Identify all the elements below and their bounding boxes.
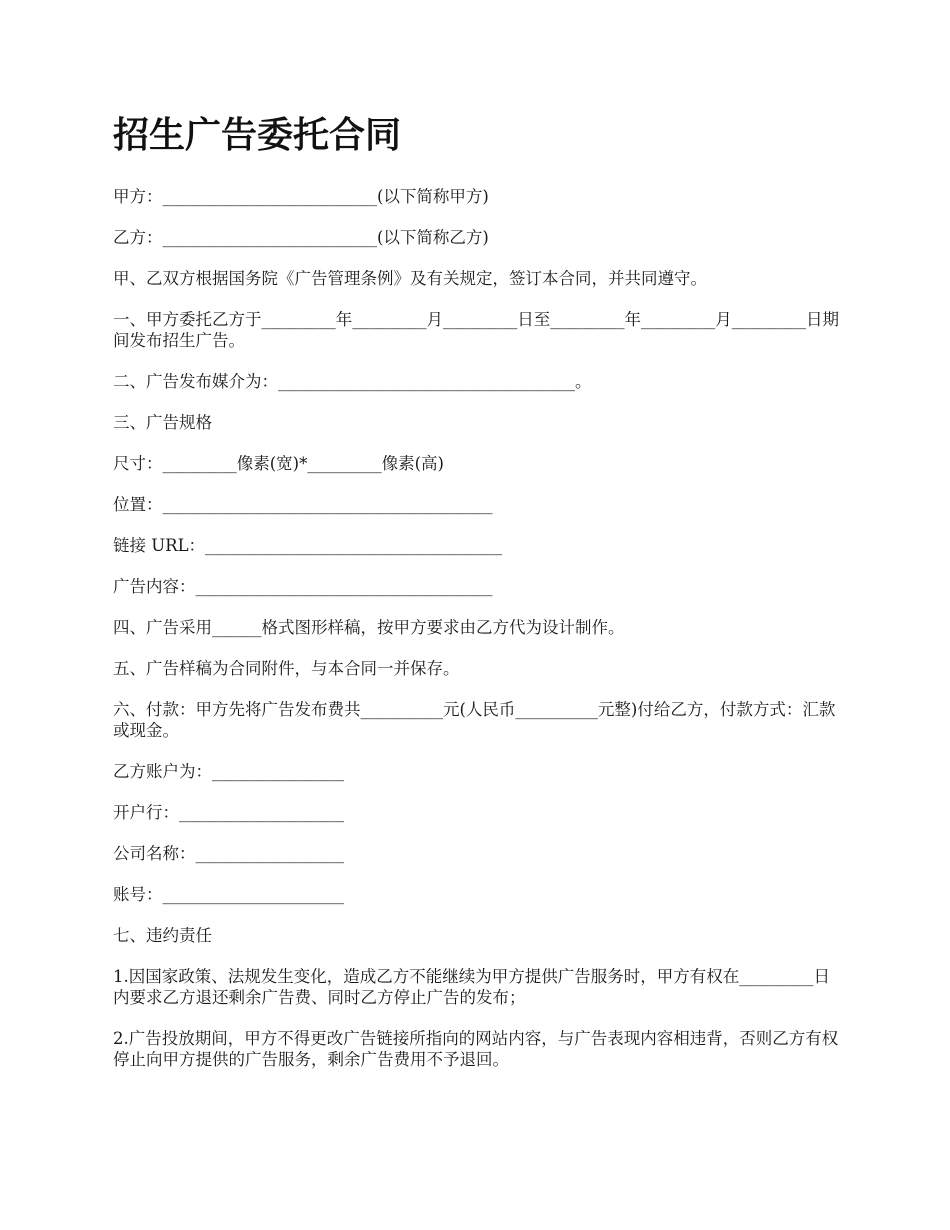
clause-7-item-2: 2.广告投放期间，甲方不得更改广告链接所指向的网站内容，与广告表现内容相违背，否则乙方有权停止向甲方提供的广告服务，剩余广告费用不予退回。 — [113, 1029, 839, 1069]
clause-5-attachment: 五、广告样稿为合同附件，与本合同一并保存。 — [113, 659, 460, 678]
clause-2-media: 二、广告发布媒介为：____________________________________。 — [113, 372, 592, 391]
party-b-line: 乙方：__________________________(以下简称乙方) — [113, 228, 489, 247]
document-title: 招生广告委托合同 — [113, 114, 402, 156]
spec-content: 广告内容：____________________________________ — [113, 577, 493, 596]
account-name-line: 乙方账户为：________________ — [113, 762, 344, 781]
clause-6-payment: 六、付款：甲方先将广告发布费共__________元(人民币__________元整)付给乙方，付款方式：汇款或现金。 — [113, 700, 836, 740]
spec-position: 位置：________________________________________ — [113, 495, 493, 514]
clause-4-format: 四、广告采用______格式图形样稿，按甲方要求由乙方代为设计制作。 — [113, 618, 625, 637]
spec-link-url: 链接 URL：____________________________________ — [113, 536, 503, 555]
clause-3-heading: 三、广告规格 — [113, 413, 212, 432]
clause-7-item-1: 1.因国家政策、法规发生变化，造成乙方不能继续为甲方提供广告服务时，甲方有权在_________日内要求乙方退还剩余广告费、同时乙方停止广告的发布； — [113, 967, 830, 1007]
party-a-line: 甲方：__________________________(以下简称甲方) — [113, 187, 489, 206]
spec-size: 尺寸：_________像素(宽)*_________像素(高) — [113, 454, 444, 473]
account-number-line: 账号：______________________ — [113, 885, 344, 904]
document-page — [113, 110, 839, 1090]
preamble: 甲、乙双方根据国务院《广告管理条例》及有关规定，签订本合同，并共同遵守。 — [113, 269, 707, 288]
bank-line: 开户行：____________________ — [113, 803, 344, 822]
company-name-line: 公司名称：__________________ — [113, 844, 344, 863]
clause-7-heading: 七、违约责任 — [113, 926, 212, 945]
clause-1-period: 一、甲方委托乙方于_________年_________月_________日至_________年_________月_________日期间发布招生广告。 — [113, 310, 839, 350]
